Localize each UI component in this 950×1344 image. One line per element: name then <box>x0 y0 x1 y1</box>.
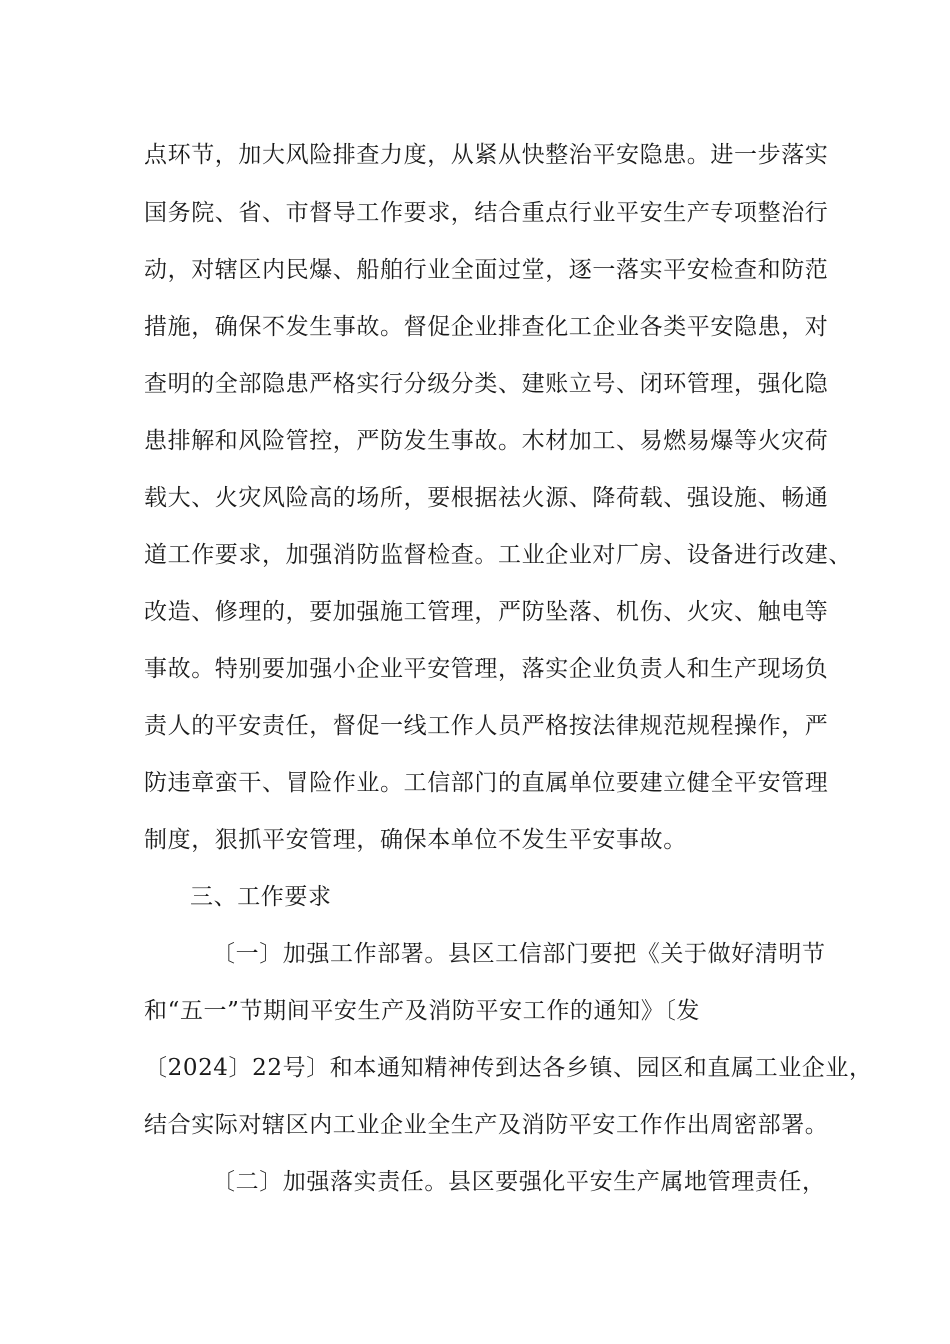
body-text-line: 动，对辖区内民爆、船舶行业全面过堂，逐一落实平安检查和防范 <box>144 257 829 283</box>
body-text-line: 事故。特别要加强小企业平安管理，落实企业负责人和生产现场负 <box>144 656 829 682</box>
body-text-line: 制度，狠抓平安管理，确保本单位不发生平安事故。 <box>144 827 687 853</box>
body-text-line: 和“五一”节期间平安生产及消防平安工作的通知》〔发 <box>144 998 701 1024</box>
body-text-line: 点环节，加大风险排查力度，从紧从快整治平安隐患。进一步落实 <box>144 142 829 168</box>
body-text-line: 道工作要求，加强消防监督检查。工业企业对厂房、设备进行改建、 <box>144 542 852 568</box>
body-text-line: 结合实际对辖区内工业企业全生产及消防平安工作作出周密部署。 <box>144 1112 829 1138</box>
body-text-line: 〔二〕加强落实责任。县区要强化平安生产属地管理责任， <box>212 1169 826 1195</box>
body-text-line: 措施，确保不发生事故。督促企业排查化工企业各类平安隐患，对 <box>144 314 829 340</box>
section-heading: 三、工作要求 <box>190 884 332 910</box>
body-text-line: 查明的全部隐患严格实行分级分类、建账立号、闭环管理，强化隐 <box>144 371 829 397</box>
body-text-line: 防违章蛮干、冒险作业。工信部门的直属单位要建立健全平安管理 <box>144 770 829 796</box>
body-text-line: 〔一〕加强工作部署。县区工信部门要把《关于做好清明节 <box>212 941 826 967</box>
body-text-line: 〔2024〕22号〕和本通知精神传到达各乡镇、园区和直属工业企业， <box>144 1055 873 1081</box>
body-text-line: 改造、修理的，要加强施工管理，严防坠落、机伤、火灾、触电等 <box>144 599 829 625</box>
body-text-line: 载大、火灾风险高的场所，要根据祛火源、降荷载、强设施、畅通 <box>144 485 829 511</box>
body-text-line: 责人的平安责任，督促一线工作人员严格按法律规范规程操作，严 <box>144 713 829 739</box>
body-text-line: 国务院、省、市督导工作要求，结合重点行业平安生产专项整治行 <box>144 200 829 226</box>
body-text-line: 患排解和风险管控，严防发生事故。木材加工、易燃易爆等火灾荷 <box>144 428 829 454</box>
